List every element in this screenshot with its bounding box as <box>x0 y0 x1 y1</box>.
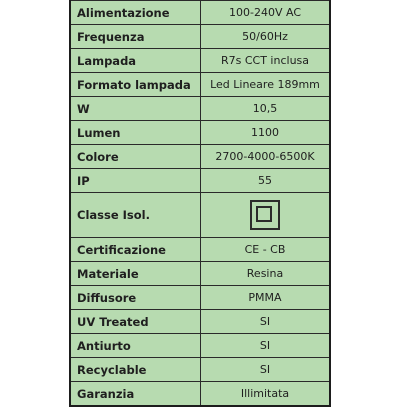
row-label: Lumen <box>70 121 201 145</box>
table-row <box>70 382 330 407</box>
row-label: W <box>70 97 201 121</box>
row-value: SI <box>201 358 331 382</box>
table-row <box>70 145 330 169</box>
row-label: Frequenza <box>70 25 201 49</box>
row-label: Antiurto <box>70 334 201 358</box>
row-label: Lampada <box>70 49 201 73</box>
row-label: Diffusore <box>70 286 201 310</box>
row-value: 50/60Hz <box>201 25 331 49</box>
table-row <box>70 310 330 334</box>
row-label: Certificazione <box>70 238 201 262</box>
row-value: Illimitata <box>201 382 331 407</box>
table-row <box>70 193 330 238</box>
row-value: CE - CB <box>201 238 331 262</box>
row-label: Alimentazione <box>70 1 201 25</box>
spec-table <box>69 0 331 407</box>
row-value: 55 <box>201 169 331 193</box>
row-label: Garanzia <box>70 382 201 407</box>
row-label: Recyclable <box>70 358 201 382</box>
row-value: Led Lineare 189mm <box>201 73 331 97</box>
row-label: UV Treated <box>70 310 201 334</box>
row-label: IP <box>70 169 201 193</box>
row-value <box>201 193 331 238</box>
row-label: Materiale <box>70 262 201 286</box>
row-label: Classe Isol. <box>70 193 201 238</box>
row-label: Colore <box>70 145 201 169</box>
table-row <box>70 286 330 310</box>
table-row <box>70 334 330 358</box>
row-value: SI <box>201 334 331 358</box>
row-value: 100-240V AC <box>201 1 331 25</box>
row-value: SI <box>201 310 331 334</box>
row-value: 1100 <box>201 121 331 145</box>
table-row <box>70 358 330 382</box>
table-row <box>70 1 330 25</box>
row-value: 2700-4000-6500K <box>201 145 331 169</box>
row-value: PMMA <box>201 286 331 310</box>
row-value: R7s CCT inclusa <box>201 49 331 73</box>
class-ii-insulation-icon <box>250 200 280 230</box>
table-row <box>70 73 330 97</box>
table-row <box>70 121 330 145</box>
table-row <box>70 49 330 73</box>
row-value: Resina <box>201 262 331 286</box>
table-row <box>70 262 330 286</box>
row-label: Formato lampada <box>70 73 201 97</box>
table-row <box>70 25 330 49</box>
row-value: 10,5 <box>201 97 331 121</box>
table-row <box>70 238 330 262</box>
table-row <box>70 97 330 121</box>
table-row <box>70 169 330 193</box>
